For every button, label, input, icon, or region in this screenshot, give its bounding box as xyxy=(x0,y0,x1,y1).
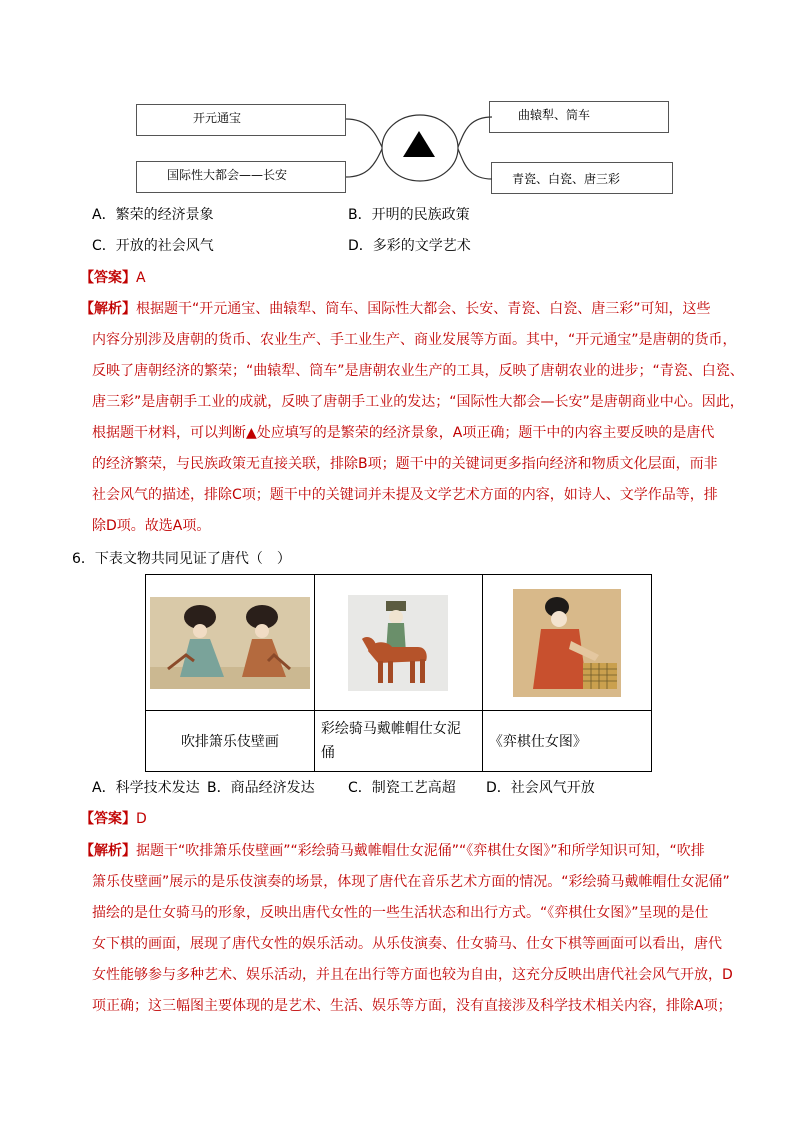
relics-table xyxy=(145,574,652,772)
mural-painting-image xyxy=(150,597,310,689)
diagram-text-left-top: 开元通宝 xyxy=(193,111,242,125)
diagram-box-right-bottom xyxy=(491,162,673,194)
analysis-line: 项正确；这三幅图主要体现的是艺术、生活、娱乐等方面，没有直接涉及科学技术相关内容，排除A项； xyxy=(92,998,732,1014)
q6-stem: 6．下表文物共同见证了唐代（ ） xyxy=(72,551,291,567)
chess-lady-painting-image xyxy=(513,589,621,697)
relic-caption: 《弈棋仕女图》 xyxy=(482,711,651,772)
q6-option-b: B．商品经济发达 xyxy=(207,780,315,796)
triangle-icon xyxy=(403,131,435,157)
q5-answer xyxy=(80,268,146,288)
diagram-box-right-top xyxy=(489,101,669,133)
answer-value: D xyxy=(136,811,147,827)
relic-image-cell xyxy=(146,575,315,711)
analysis-line: 描绘的是仕女骑马的形象，反映出唐代女性的一些生活状态和出行方式。“《弈棋仕女图》”呈现的是仕 xyxy=(92,905,709,921)
q5-option-a: A．繁荣的经济景象 xyxy=(92,207,214,223)
analysis-line: 反映了唐朝经济的繁荣；“曲辕犁、筒车”是唐朝农业生产的工具，反映了唐朝农业的进步；“青瓷、白瓷、 xyxy=(92,363,744,379)
q6-option-a: A．科学技术发达 xyxy=(92,780,200,796)
analysis-line: 根据题干材料，可以判断▲处应填写的是繁荣的经济景象，A项正确；题干中的内容主要反映的是唐代 xyxy=(92,425,715,441)
relic-image-cell xyxy=(314,575,482,711)
analysis-label: 【解析】 xyxy=(80,301,136,317)
horse-rider-figurine-image xyxy=(348,595,448,691)
q6-option-c: C．制瓷工艺高超 xyxy=(348,780,456,796)
diagram-text-right-bottom: 青瓷、白瓷、唐三彩 xyxy=(512,172,621,186)
analysis-line: 女性能够参与多种艺术、娱乐活动，并且在出行等方面也较为自由，这充分反映出唐代社会风气开放，D xyxy=(92,967,733,983)
analysis-label: 【解析】 xyxy=(80,843,136,859)
analysis-line: 女下棋的画面，展现了唐代女性的娱乐活动。从乐伎演奏、仕女骑马、仕女下棋等画面可以看出，唐代 xyxy=(92,936,722,952)
relic-image-cell xyxy=(482,575,651,711)
analysis-line: 【解析】据题干“吹排箫乐伎壁画”“彩绘骑马戴帷帽仕女泥俑”“《弈棋仕女图》”和所学知识可知，“吹排 xyxy=(80,843,705,859)
diagram-text-right-top: 曲辕犁、筒车 xyxy=(518,108,591,122)
analysis-line: 除D项。故选A项。 xyxy=(92,518,211,534)
q6-option-d: D．社会风气开放 xyxy=(486,780,595,796)
diagram-box-left-top xyxy=(136,104,346,136)
q5-option-c: C．开放的社会风气 xyxy=(92,238,214,254)
q6-answer xyxy=(80,809,147,829)
relic-caption: 彩绘骑马戴帷帽仕女泥 俑 xyxy=(314,711,482,772)
answer-label: 【答案】 xyxy=(80,270,136,286)
analysis-line: 箫乐伎壁画”展示的是乐伎演奏的场景，体现了唐代在音乐艺术方面的情况。“彩绘骑马戴帷帽仕女泥俑” xyxy=(92,874,730,890)
answer-label: 【答案】 xyxy=(80,811,136,827)
diagram-text-left-bottom: 国际性大都会——长安 xyxy=(167,168,288,182)
analysis-line: 社会风气的描述，排除C项；题干中的关键词并未提及文学艺术方面的内容，如诗人、文学作品等，排 xyxy=(92,487,718,503)
answer-value: A xyxy=(136,270,146,286)
analysis-line: 内容分别涉及唐朝的货币、农业生产、手工业生产、商业发展等方面。其中，“开元通宝”是唐朝的货币， xyxy=(92,332,737,348)
analysis-line: 【解析】根据题干“开元通宝、曲辕犁、筒车、国际性大都会、长安、青瓷、白瓷、唐三彩”可知，这些 xyxy=(80,301,711,317)
diagram-box-left-bottom xyxy=(136,161,346,193)
relic-caption: 吹排箫乐伎壁画 xyxy=(146,711,315,772)
q5-option-b: B．开明的民族政策 xyxy=(348,207,470,223)
q5-option-d: D．多彩的文学艺术 xyxy=(348,238,471,254)
analysis-line: 唐三彩”是唐朝手工业的成就，反映了唐朝手工业的发达；“国际性大都会—长安”是唐朝商业中心。因此， xyxy=(92,394,744,410)
analysis-line: 的经济繁荣，与民族政策无直接关联，排除B项；题干中的关键词更多指向经济和物质文化层面，而非 xyxy=(92,456,718,472)
